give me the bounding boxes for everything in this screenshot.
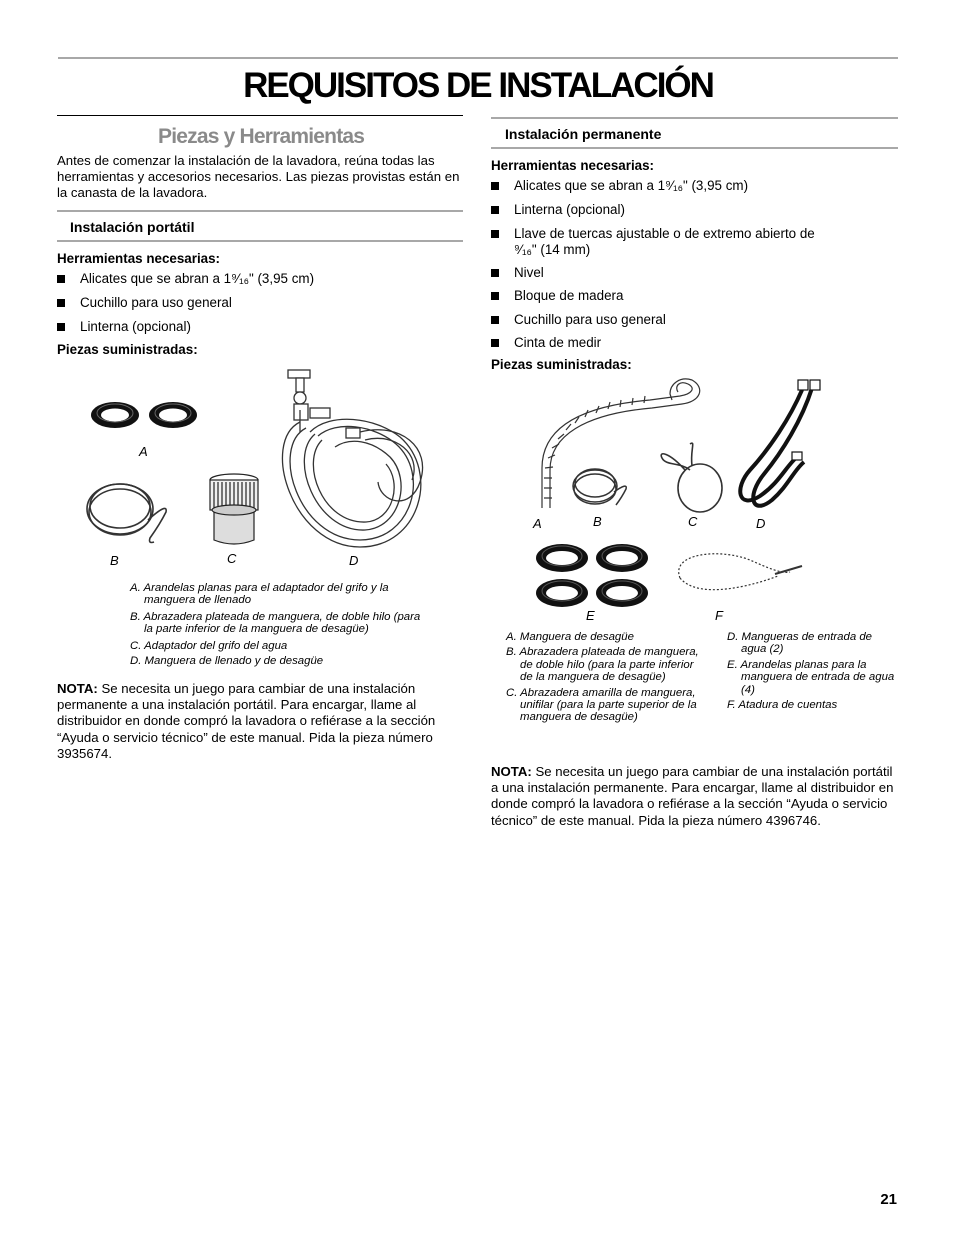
top-rule xyxy=(58,57,898,59)
caption-item: C. Adaptador del grifo del agua xyxy=(130,639,288,652)
bullet-icon xyxy=(491,206,499,214)
washer-icon xyxy=(536,544,588,572)
inlet-hoses-icon xyxy=(740,380,820,506)
permanent-captions-right xyxy=(727,631,897,711)
permanent-rule-bottom xyxy=(491,147,898,149)
note-label: NOTA: xyxy=(491,764,532,779)
list-item: Alicates que se abran a 1⁹⁄₁₆" (3,95 cm) xyxy=(57,271,457,295)
permanent-heading: Instalación permanente xyxy=(505,126,662,142)
bullet-icon xyxy=(491,182,499,190)
list-item: Bloque de madera xyxy=(491,288,891,312)
caption-item: B. Abrazadera plateada de manguera, de doble hilo (para la parte inferior de la manguera de desagüe) xyxy=(130,610,421,636)
permanent-captions-left xyxy=(506,631,704,724)
portable-tools-label: Herramientas necesarias: xyxy=(57,251,221,266)
portable-rule-top xyxy=(57,210,463,212)
caption-item: A. Arandelas planas para el adaptador del grifo y la manguera de llenado xyxy=(130,582,389,607)
bullet-icon xyxy=(491,292,499,300)
permanent-tools-list xyxy=(491,178,891,357)
figure-label-a: A xyxy=(139,444,148,459)
list-item: Linterna (opcional) xyxy=(491,202,891,226)
permanent-parts-label: Piezas suministradas: xyxy=(491,357,632,372)
caption-item: E. Arandelas planas para la manguera de entrada de agua (4) xyxy=(727,658,895,696)
portable-parts-illustration xyxy=(60,362,460,572)
washer-icon xyxy=(536,579,588,607)
list-item: Linterna (opcional) xyxy=(57,319,457,343)
figure-label-c: C xyxy=(688,514,698,529)
washer-icon xyxy=(596,579,648,607)
bullet-icon xyxy=(491,230,499,238)
figure-label-a: A xyxy=(533,516,542,531)
caption-item: F. Atadura de cuentas xyxy=(727,699,838,712)
portable-rule-bottom xyxy=(57,240,463,242)
figure-label-d: D xyxy=(349,553,359,568)
section-title: Piezas y Herramientas xyxy=(158,125,365,148)
portable-tools-list xyxy=(57,271,457,343)
left-section-rule xyxy=(57,115,463,116)
caption-item: B. Abrazadera plateada de manguera, de doble hilo (para la parte inferior de la manguera de desagüe) xyxy=(506,646,699,684)
note-text: Se necesita un juego para cambiar de una instalación permanente a una instalación portátil. Para encargar, llame al distribuidor en donde compró la lavadora o refiérase a la sección “Ayuda o servicio técnico” de este manual. Pida la pieza número 3935674. xyxy=(57,681,436,761)
bullet-icon xyxy=(491,269,499,277)
figure-label-f: F xyxy=(715,608,723,623)
list-item: Llave de tuercas ajustable o de extremo abierto de ⁹⁄₁₆" (14 mm) xyxy=(491,226,891,265)
page-number: 21 xyxy=(880,1191,897,1208)
figure-label-c: C xyxy=(227,551,237,566)
washer-icon xyxy=(596,544,648,572)
caption-item: C. Abrazadera amarilla de manguera, unifilar (para la parte superior de la manguera de desagüe) xyxy=(506,686,697,724)
caption-item: D. Mangueras de entrada de agua (2) xyxy=(727,631,873,656)
list-item: Nivel xyxy=(491,265,891,288)
bullet-icon xyxy=(57,275,65,283)
hose-clamp-icon xyxy=(573,469,626,505)
portable-parts-label: Piezas suministradas: xyxy=(57,342,198,357)
permanent-parts-illustration xyxy=(520,378,850,618)
intro-paragraph: Antes de comenzar la instalación de la lavadora, reúna todas las herramientas y accesorios necesarios. Las piezas provistas están en la canasta de la lavadora. xyxy=(57,153,460,201)
list-item: Cuchillo para uso general xyxy=(491,312,891,335)
right-note xyxy=(491,764,898,829)
figure-label-e: E xyxy=(586,608,595,623)
faucet-adapter-icon xyxy=(210,474,258,544)
permanent-rule-top xyxy=(491,117,898,119)
permanent-tools-label: Herramientas necesarias: xyxy=(491,158,655,173)
page-title: REQUISITOS DE INSTALACIÓN xyxy=(243,66,713,105)
figure-label-b: B xyxy=(110,553,119,568)
fill-drain-hose-icon xyxy=(282,370,422,547)
caption-item: A. Manguera de desagüe xyxy=(506,631,634,643)
list-item: Alicates que se abran a 1⁹⁄₁₆" (3,95 cm) xyxy=(491,178,891,202)
hose-clamp-icon xyxy=(87,484,166,543)
left-note xyxy=(57,681,463,762)
portable-heading: Instalación portátil xyxy=(70,219,195,235)
washer-icon xyxy=(149,402,197,428)
bead-tie-icon xyxy=(679,554,802,590)
note-label: NOTA: xyxy=(57,681,98,696)
spring-clamp-icon xyxy=(661,443,722,512)
bullet-icon xyxy=(57,323,65,331)
bullet-icon xyxy=(57,299,65,307)
portable-captions xyxy=(130,582,430,667)
list-item: Cuchillo para uso general xyxy=(57,295,457,319)
list-item: Cinta de medir xyxy=(491,335,891,357)
bullet-icon xyxy=(491,339,499,347)
figure-label-b: B xyxy=(593,514,602,529)
figure-label-d: D xyxy=(756,516,766,531)
washer-icon xyxy=(91,402,139,428)
bullet-icon xyxy=(491,316,499,324)
drain-hose-icon xyxy=(542,379,700,508)
caption-item: D. Manguera de llenado y de desagüe xyxy=(130,655,324,668)
note-text: Se necesita un juego para cambiar de una instalación portátil a una instalación permanente. Para encargar, llame al distribuidor en donde compró la lavadora o refiérase a la sección “Ayuda o servicio técnico” de este manual. Pida la pieza número 4396746. xyxy=(491,764,894,828)
